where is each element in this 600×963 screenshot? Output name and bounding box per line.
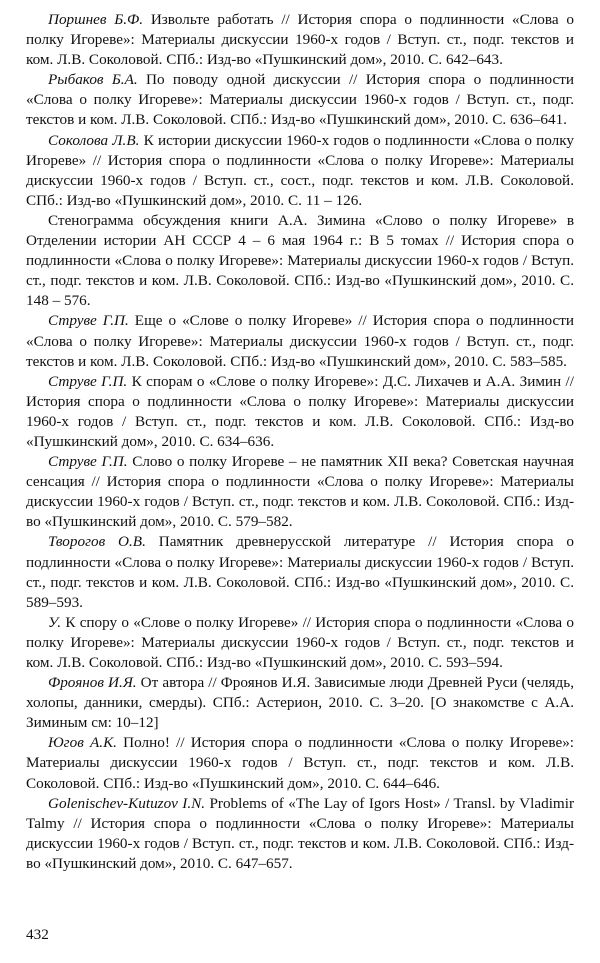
entry-text: Problems of «The Lay of Igors Host» / Transl. by Vladimir Talmy // История спора о подлинности «Слова о полку Игореве»: Материалы дискуссии 1960-х годов / Вступ. ст., подг. текстов и ком. Л.В. Соколовой. СПб.: Изд-во «Пушкинский дом», 2010. С. 647–657. (26, 794, 575, 872)
bibliography-entry (26, 10, 574, 70)
entry-text: К истории дискуссии 1960-х годов о подлинности «Слова о полку Игореве» // История спора о подлинности «Слова о полку Игореве»: Материалы дискуссии 1960-х годов / Вступ. ст., сост., подг. текстов и ком. Л.В. Соколовой. СПб.: Изд-во «Пушкинский дом», 2010. С. 11 – 126. (26, 131, 574, 209)
bibliography-entry (26, 452, 574, 532)
page-number: 432 (26, 926, 49, 943)
bibliography-entry (26, 70, 574, 130)
entry-text: Полно! // История спора о подлинности «Слова о полку Игореве»: Материалы дискуссии 1960-х годов / Вступ. ст., подг. текстов и ком. Л.В. Соколовой. СПб.: Изд-во «Пушкинский дом», 2010. С. 644–646. (26, 734, 575, 792)
bibliography-entry (26, 131, 574, 211)
bibliography-entry (26, 372, 574, 452)
entry-text: Стенограмма обсуждения книги А.А. Зимина «Слово о полку Игореве» в Отделении истории АН СССР 4 – 6 мая 1964 г.: В 5 томах // История спора о подлинности «Слова о полку Игореве»: Материалы дискуссии 1960-х годов / Вступ. ст., подг. текстов и ком. Л.В. Соколовой. СПб.: Изд-во «Пушкинский дом», 2010. С. 148 – 576. (26, 211, 574, 310)
entry-author: Югов А.К. (48, 734, 117, 752)
entry-text: По поводу одной дискуссии // История спора о подлинности «Слова о полку Игореве»: Материалы дискуссии 1960-х годов / Вступ. ст., подг. текстов и ком. Л.В. Соколовой. СПб.: Изд-во «Пушкинский дом», 2010. С. 636–641. (26, 71, 574, 129)
bibliography-entry (26, 673, 574, 733)
entry-author: Соколова Л.В. (48, 131, 140, 149)
entry-text: Извольте работать // История спора о подлинности «Слова о полку Игореве»: Материалы дискуссии 1960-х годов / Вступ. ст., подг. текстов и ком. Л.В. Соколовой. СПб.: Изд-во «Пушкинский дом», 2010. С. 642–643. (26, 11, 574, 69)
entry-text: Памятник древнерусской литературе // История спора о подлинности «Слова о полку Игореве»: Материалы дискуссии 1960-х годов / Вступ. ст., подг. текстов и ком. Л.В. Соколовой. СПб.: Изд-во «Пушкинский дом», 2010. С. 589–593. (26, 533, 574, 611)
entry-text: К спору о «Слове о полку Игореве» // История спора о подлинности «Слова о полку Игореве»: Материалы дискуссии 1960-х годов / Вступ. ст., подг. текстов и ком. Л.В. Соколовой. СПб.: Изд-во «Пушкинский дом», 2010. С. 593–594. (26, 613, 574, 671)
entry-author: Рыбаков Б.А. (48, 71, 138, 89)
entry-text: К спорам о «Слове о полку Игореве»: Д.С. Лихачев и А.А. Зимин // История спора о подлинности «Слова о полку Игореве»: Материалы дискуссии 1960-х годов / Вступ. ст., подг. текстов и ком. Л.В. Соколовой. СПб.: Изд-во «Пушкинский дом», 2010. С. 634–636. (26, 372, 574, 450)
bibliography-entry (26, 532, 574, 612)
entry-author: Струве Г.П. (48, 372, 128, 390)
entry-author: Поршнев Б.Ф. (48, 11, 144, 28)
bibliography-entry (26, 211, 574, 311)
entry-text: От автора // Фроянов И.Я. Зависимые люди Древней Руси (челядь, холопы, данники, смерды). СПб.: Астерион, 2010. С. 3–20. [О знакомстве с А.А. Зиминым см: 10–12] (26, 674, 574, 732)
entry-author: Струве Г.П. (48, 453, 128, 471)
entry-author: Golenischev-Kutuzov I.N. (48, 794, 206, 812)
bibliography-entry (26, 311, 574, 371)
entry-text: Еще о «Слове о полку Игореве» // История спора о подлинности «Слова о полку Игореве»: Материалы дискуссии 1960-х годов / Вступ. ст., подг. текстов и ком. Л.В. Соколовой. СПб.: Изд-во «Пушкинский дом», 2010. С. 583–585. (26, 312, 574, 370)
bibliography-entry (26, 733, 574, 793)
entry-author: Струве Г.П. (48, 312, 129, 330)
entry-author: У. (48, 613, 62, 631)
entry-author: Творогов О.В. (48, 533, 146, 551)
bibliography-entry (26, 794, 574, 874)
bibliography-entry (26, 613, 574, 673)
entry-author: Фроянов И.Я. (48, 674, 137, 692)
bibliography-list (26, 10, 574, 874)
entry-text: Слово о полку Игореве – не памятник XII века? Советская научная сенсация // История спора о подлинности «Слова о полку Игореве»: Материалы дискуссии 1960-х годов / Вступ. ст., подг. текстов и ком. Л.В. Соколовой. СПб.: Изд-во «Пушкинский дом», 2010. С. 579–582. (26, 453, 574, 531)
